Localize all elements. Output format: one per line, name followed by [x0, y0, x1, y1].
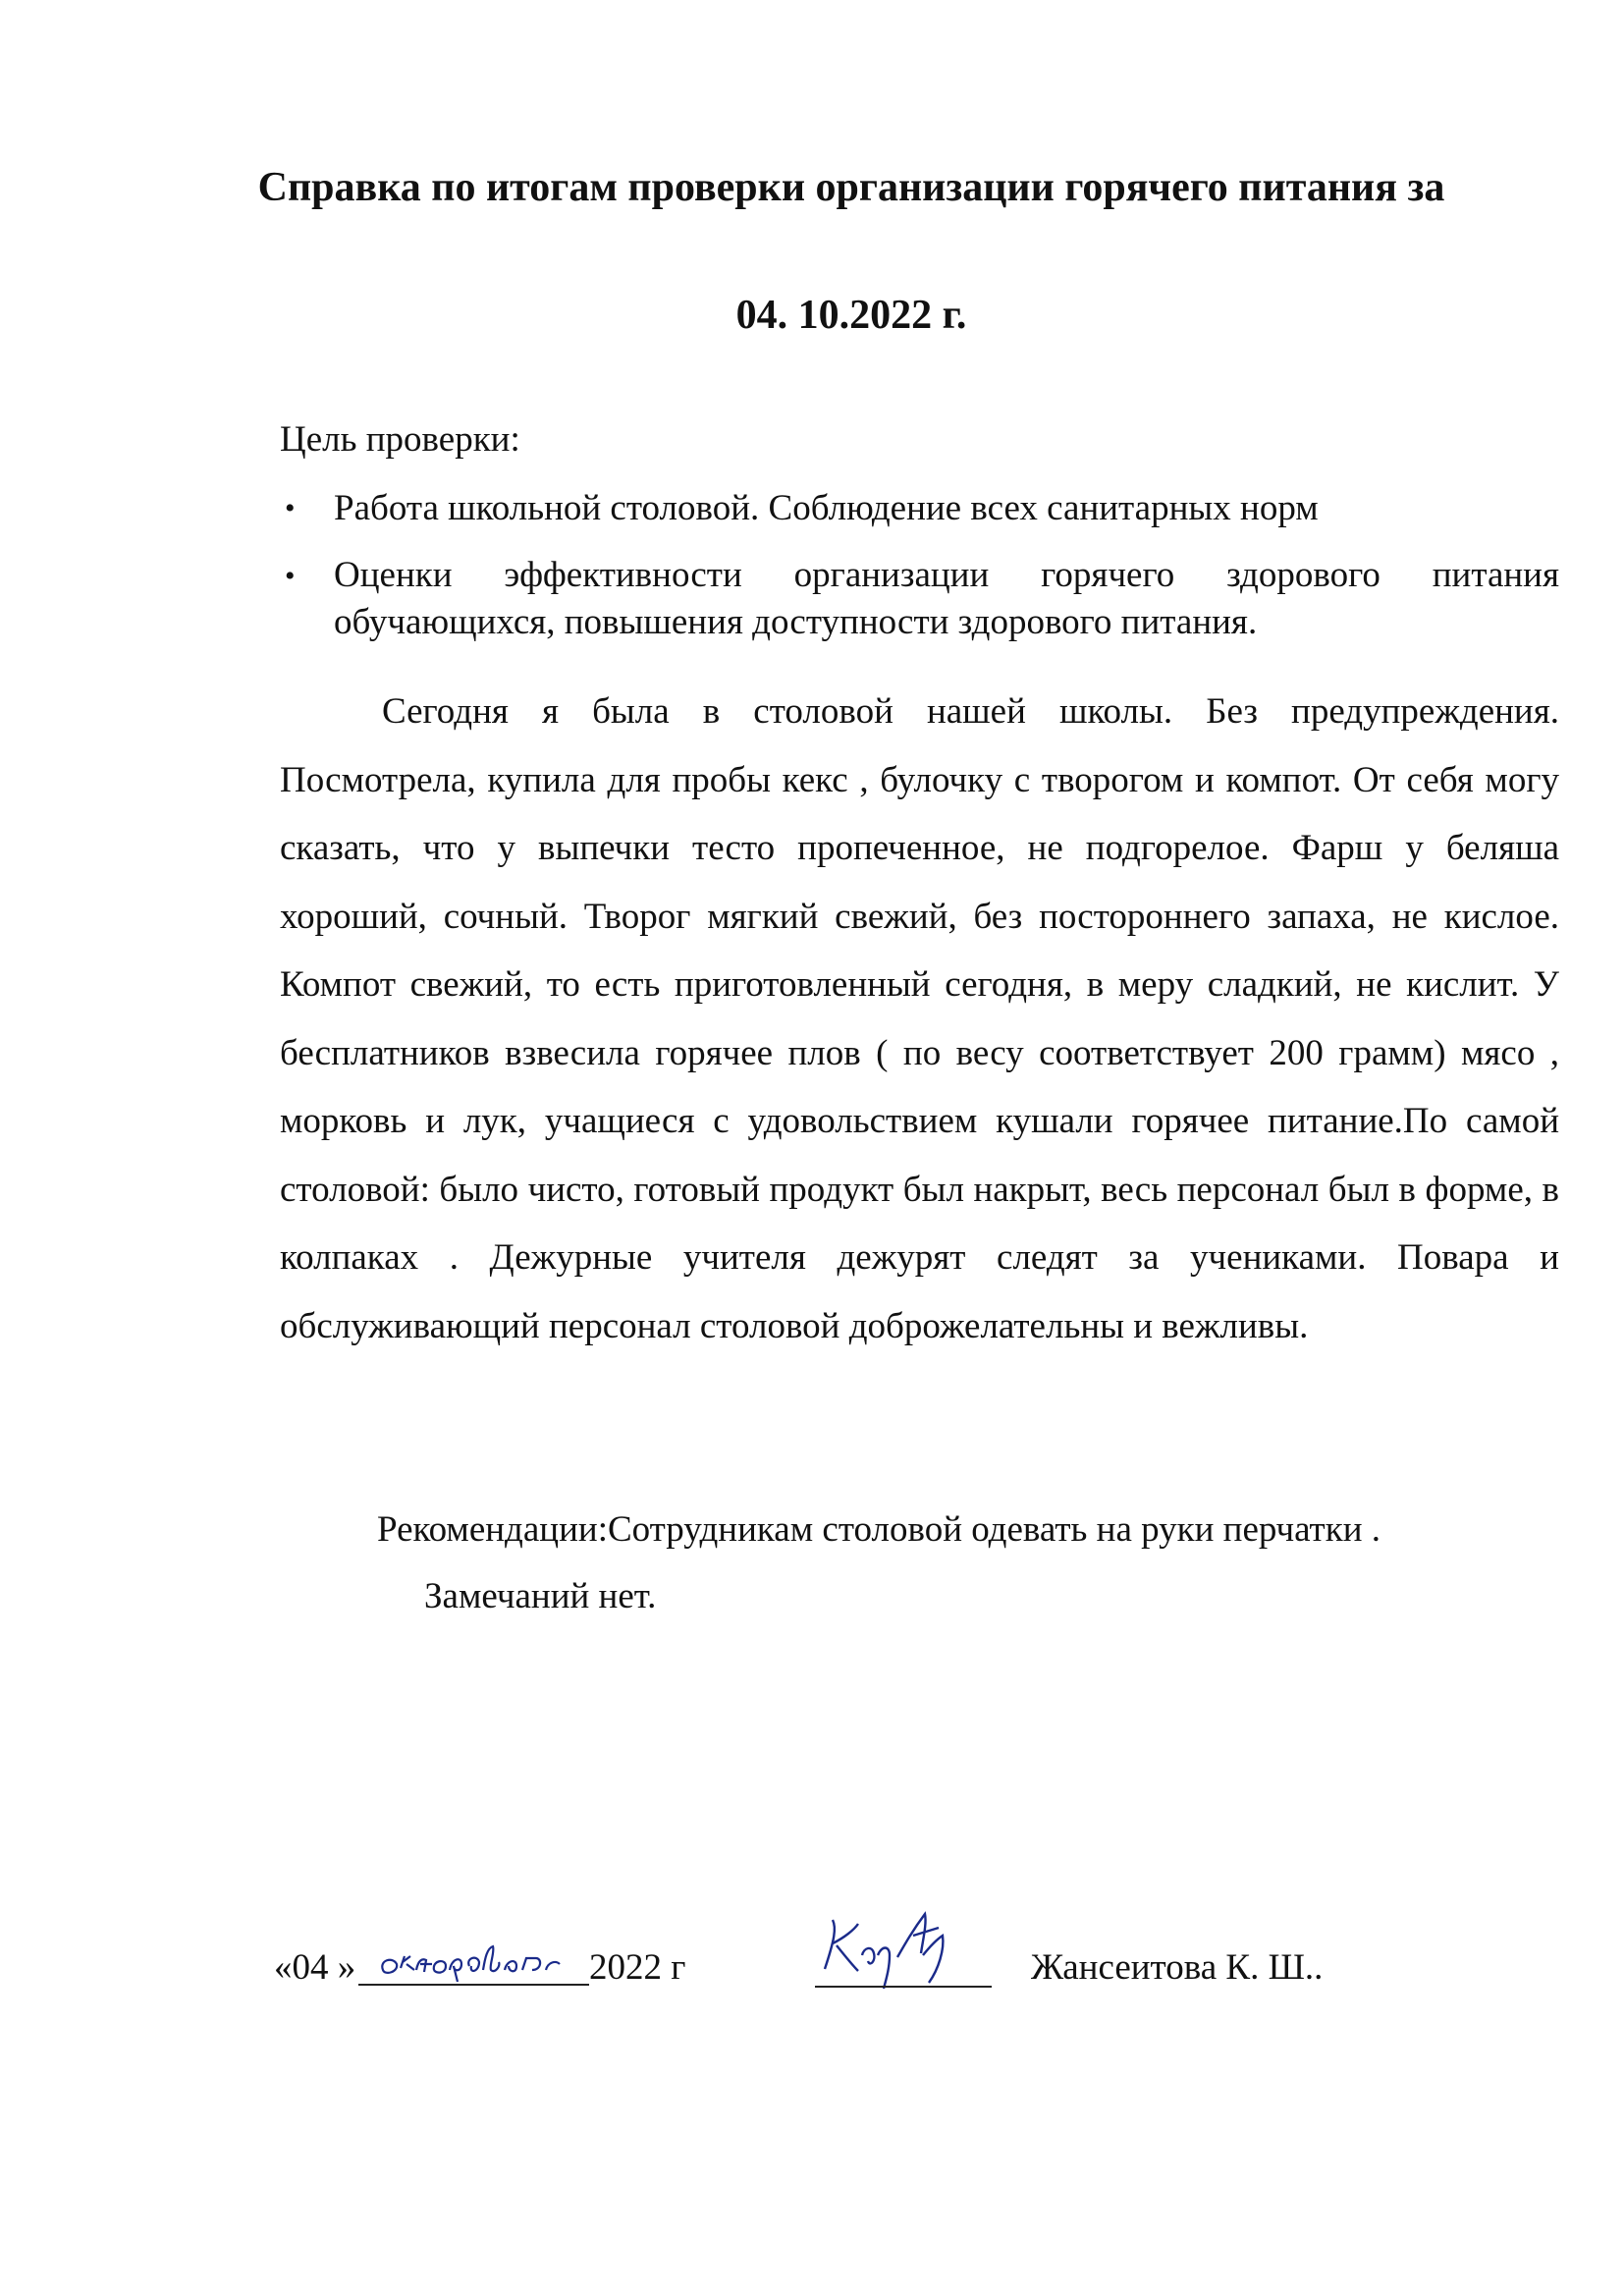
- date-year: 2022 г: [589, 1947, 686, 1988]
- document-title-line-1: Справка по итогам проверки организации горячего питания за: [257, 165, 1445, 210]
- inspection-report-paragraph: Сегодня я была в столовой нашей школы. Без предупреждения. Посмотрела, купила для пробы кекс , булочку с творогом и компот. От себя могу сказать, что у выпечки тесто пропеченное, не подгорелое. Фарш у беляша хороший, сочный. Творог мягкий свежий, без постороннего запаха, не кислое. Компот свежий, то есть приготовленный сегодня, в меру сладкий, не кислит. У бесплатников взвесила горячее плов ( по весу соответствует 200 грамм) мясо , морковь и лук, учащиеся с удовольствием кушали горячее питание.По самой столовой: было чисто, готовый продукт был накрыт, весь персонал был в форме, в колпаках . Дежурные учителя дежурят следят за учениками. Повара и обслуживающий персонал столовой доброжелательны и вежливы.: [280, 691, 1559, 1346]
- handwritten-signature: [815, 1900, 1011, 1994]
- bullet-marker: •: [285, 492, 296, 524]
- handwritten-month-october: [375, 1931, 591, 1990]
- signature-underline: [815, 1986, 992, 1988]
- no-remarks: Замечаний нет.: [424, 1576, 657, 1616]
- goal-heading: Цель проверки:: [280, 419, 520, 460]
- signer-name: Жансеитова К. Ш..: [1031, 1947, 1324, 1988]
- goal-bullet-2: Оценки эффективности организации горячего здорового питания обучающихся, повышения доступности здорового питания.: [334, 555, 1559, 642]
- recommendations: Рекомендации:Сотрудникам столовой одевать на руки перчатки .: [377, 1509, 1380, 1550]
- goal-bullet-1: Работа школьной столовой. Соблюдение всех санитарных норм: [334, 488, 1319, 528]
- document-title-line-2: 04. 10.2022 г.: [735, 293, 967, 338]
- date-day: «04 »: [274, 1947, 356, 1988]
- bullet-marker: •: [285, 560, 296, 592]
